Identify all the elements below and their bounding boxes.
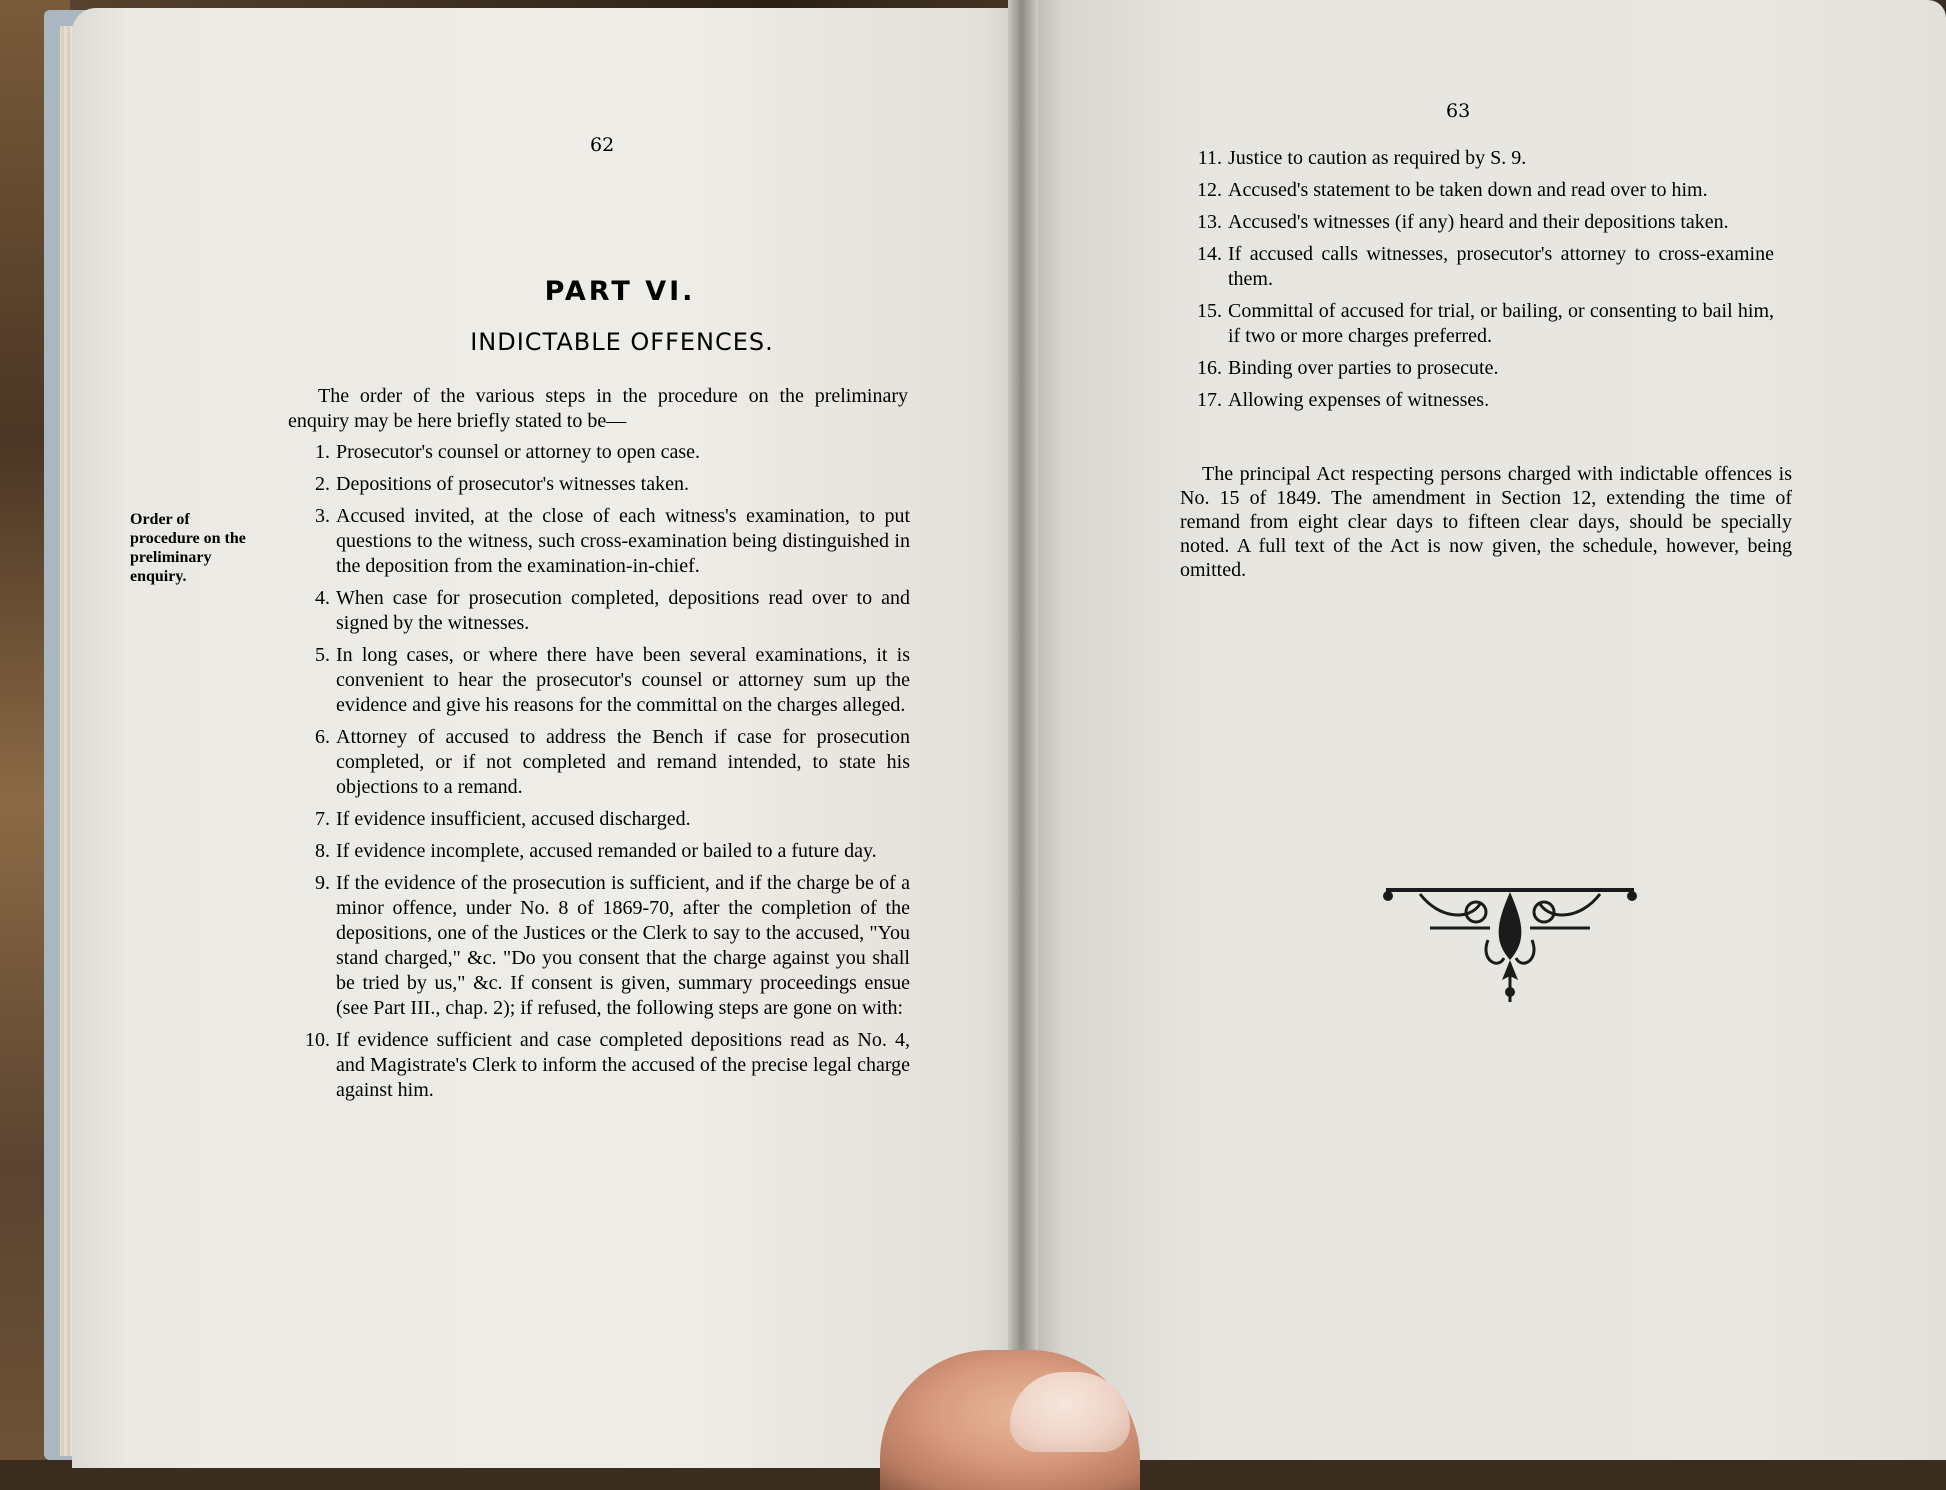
step-number: 11. <box>1197 147 1222 169</box>
step-number: 15. <box>1197 300 1222 322</box>
step-number: 1. <box>315 441 330 463</box>
page-number-right: 63 <box>1446 100 1471 122</box>
book-gutter <box>1008 0 1038 1460</box>
step-text: Attorney of accused to address the Bench if case for prosecution completed, or if not completed and remand intended, to state his objections to a remand. <box>336 726 910 798</box>
step-text: Depositions of prosecutor's witnesses taken. <box>336 473 689 495</box>
procedure-step <box>296 643 910 718</box>
step-number: 10. <box>305 1029 330 1051</box>
step-number: 17. <box>1197 389 1222 411</box>
procedure-step <box>1188 388 1774 413</box>
procedure-step <box>296 472 910 497</box>
step-number: 12. <box>1197 179 1222 201</box>
step-number: 8. <box>315 840 330 862</box>
step-text: Prosecutor's counsel or attorney to open case. <box>336 441 701 463</box>
step-text: Accused's statement to be taken down and read over to him. <box>1228 179 1708 201</box>
section-title: INDICTABLE OFFENCES. <box>470 328 774 356</box>
margin-note: Order of procedure on the preliminary enquiry. <box>130 511 246 585</box>
closing-paragraph: The principal Act respecting persons charged with indictable offences is No. 15 of 1849. The amendment in Section 12, extending the time of remand from eight clear days to fifteen clear days, should be specially noted. A full text of the Act is now given, the schedule, however, being omitted. <box>1180 463 1792 581</box>
procedure-step <box>296 440 910 465</box>
part-title: PART VI. <box>544 276 696 307</box>
procedure-step <box>296 1028 910 1103</box>
procedure-step <box>1188 146 1774 171</box>
step-text: Justice to caution as required by S. 9. <box>1228 147 1527 169</box>
step-text: If the evidence of the prosecution is sufficient, and if the charge be of a minor offence, under No. 8 of 1869-70, after the completion of the depositions, one of the Justices or the Clerk to say to the accused, "You stand charged," &c. "Do you consent that the charge against you shall be tried by us," &c. If consent is given, summary proceedings ensue (see Part III., chap. 2); if refused, the following steps are gone on with: <box>336 872 910 1019</box>
procedure-step <box>1188 242 1774 292</box>
step-text: When case for prosecution completed, depositions read over to and signed by the witnesses. <box>336 587 910 634</box>
step-number: 16. <box>1197 357 1222 379</box>
step-text: If accused calls witnesses, prosecutor's attorney to cross-examine them. <box>1228 243 1774 290</box>
procedure-step <box>296 725 910 800</box>
procedure-step <box>296 586 910 636</box>
step-text: Binding over parties to prosecute. <box>1228 357 1499 379</box>
step-text: If evidence incomplete, accused remanded or bailed to a future day. <box>336 840 877 862</box>
step-text: If evidence sufficient and case completed depositions read as No. 4, and Magistrate's Clerk to inform the accused of the precise legal charge against him. <box>336 1029 910 1101</box>
step-text: If evidence insufficient, accused discharged. <box>336 808 691 830</box>
procedure-steps-right <box>1188 146 1774 420</box>
step-text: Allowing expenses of witnesses. <box>1228 389 1490 411</box>
step-text: Accused's witnesses (if any) heard and their depositions taken. <box>1228 211 1729 233</box>
intro-paragraph: The order of the various steps in the procedure on the preliminary enquiry may be here briefly stated to be— <box>288 385 908 432</box>
step-text: Committal of accused for trial, or bailing, or consenting to bail him, if two or more charges preferred. <box>1228 300 1774 347</box>
step-number: 3. <box>315 505 330 527</box>
step-text: In long cases, or where there have been several examinations, it is convenient to hear the prosecutor's counsel or attorney sum up the evidence and give his reasons for the committal on the charges alleged. <box>336 644 910 716</box>
procedure-step <box>296 871 910 1021</box>
step-text: Accused invited, at the close of each witness's examination, to put questions to the witness, such cross-examination being distinguished in the deposition from the examination-in-chief. <box>336 505 910 577</box>
step-number: 14. <box>1197 243 1222 265</box>
procedure-steps-left <box>296 440 910 1110</box>
procedure-step <box>296 504 910 579</box>
procedure-step <box>1188 356 1774 381</box>
fleuron-ornament-icon <box>1380 880 1640 1010</box>
procedure-step <box>1188 210 1774 235</box>
step-number: 7. <box>315 808 330 830</box>
step-number: 2. <box>315 473 330 495</box>
procedure-step <box>296 807 910 832</box>
procedure-step <box>1188 178 1774 203</box>
page-number-left: 62 <box>590 134 615 156</box>
step-number: 6. <box>315 726 330 748</box>
step-number: 4. <box>315 587 330 609</box>
procedure-step <box>296 839 910 864</box>
step-number: 5. <box>315 644 330 666</box>
step-number: 9. <box>315 872 330 894</box>
procedure-step <box>1188 299 1774 349</box>
step-number: 13. <box>1197 211 1222 233</box>
